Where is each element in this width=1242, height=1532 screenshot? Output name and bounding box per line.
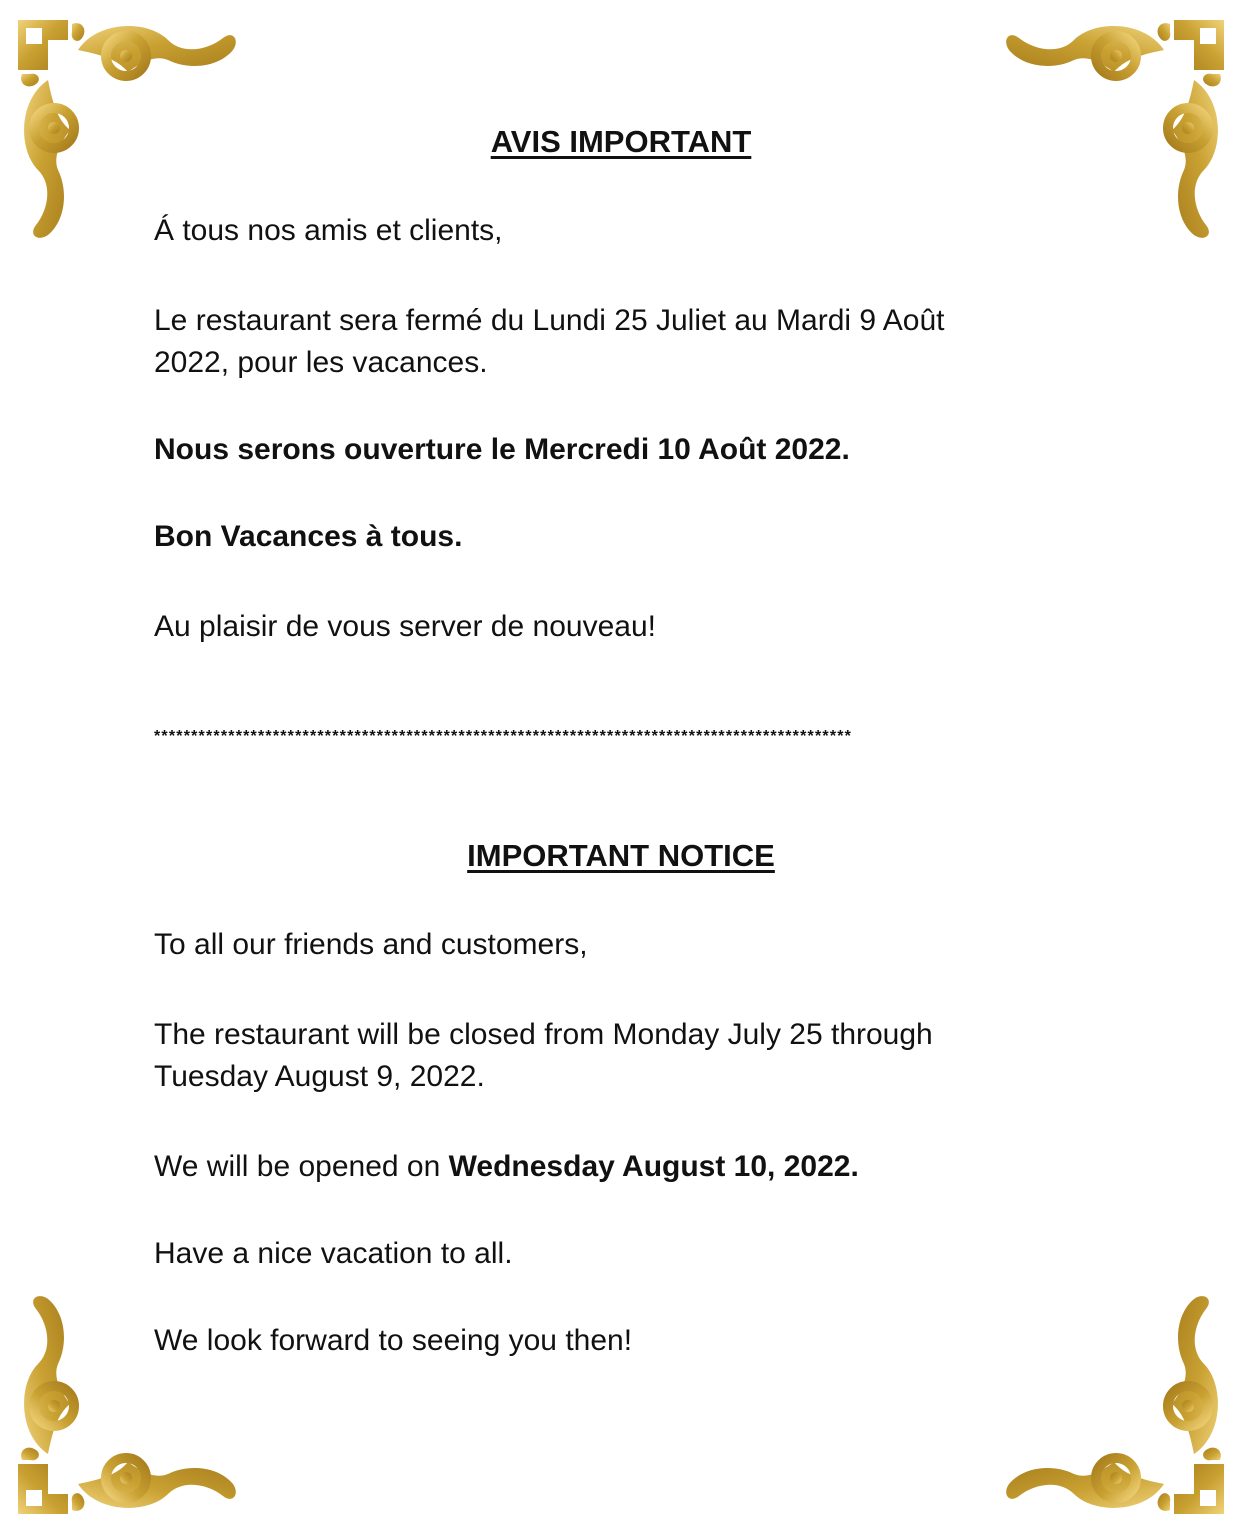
english-reopen-date: Wednesday August 10, 2022. <box>448 1150 859 1183</box>
asterisk-separator: ********************************************************************************************** <box>154 728 853 745</box>
french-closure-line-2: 2022, pour les vacances. <box>154 346 488 379</box>
english-closing: We look forward to seeing you then! <box>154 1324 633 1357</box>
french-closing: Au plaisir de vous server de nouveau! <box>154 610 656 643</box>
english-wishes: Have a nice vacation to all. <box>154 1237 513 1270</box>
french-heading: AVIS IMPORTANT <box>490 124 752 159</box>
french-closure-line-1: Le restaurant sera fermé du Lundi 25 Juliet au Mardi 9 Août <box>154 304 945 337</box>
english-greeting: To all our friends and customers, <box>154 928 588 961</box>
french-greeting: Á tous nos amis et clients, <box>154 214 503 247</box>
gold-scroll-ornament-icon <box>994 1284 1234 1524</box>
english-closure-line-1: The restaurant will be closed from Monday July 25 through <box>154 1018 933 1051</box>
english-heading: IMPORTANT NOTICE <box>467 838 775 873</box>
french-reopen-date: Nous serons ouverture le Mercredi 10 Août 2022. <box>154 433 850 466</box>
english-reopen-line <box>154 1146 859 1188</box>
french-wishes: Bon Vacances à tous. <box>154 520 463 553</box>
english-reopen-prefix: We will be opened on <box>154 1150 449 1183</box>
english-closure-line-2: Tuesday August 9, 2022. <box>154 1060 485 1093</box>
